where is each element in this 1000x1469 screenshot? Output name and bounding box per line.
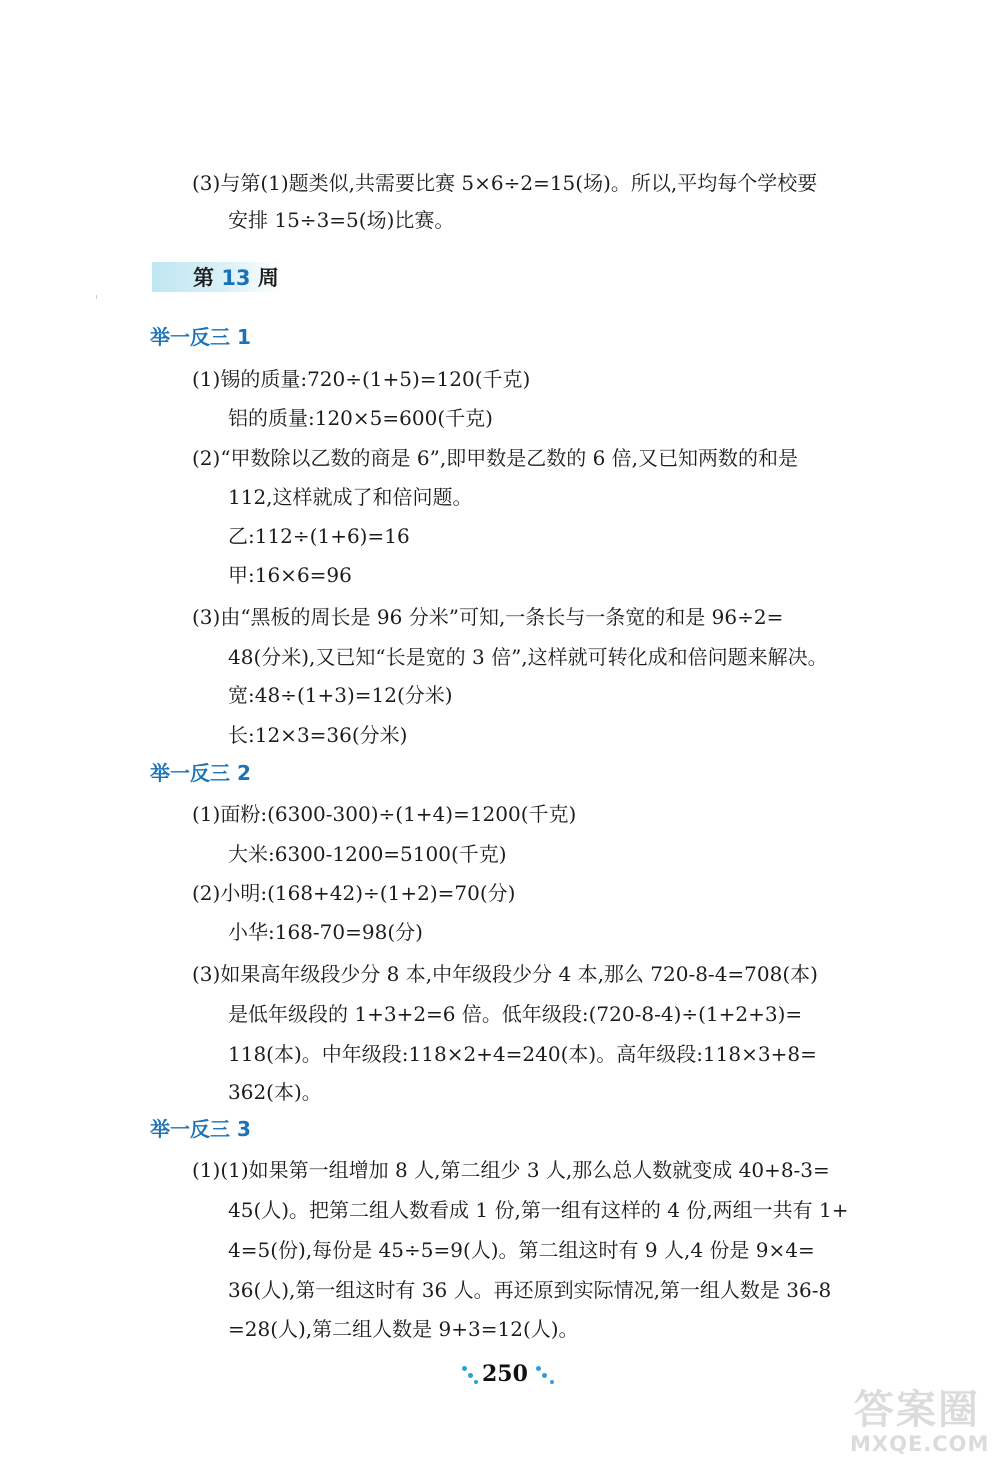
week-number: 13 [221,266,251,290]
s3-line: 36(人),第一组这时有 36 人。再还原到实际情况,第一组人数是 36-8 [228,1278,832,1302]
page-dot-left-1 [462,1366,467,1371]
week-prefix: 第 [193,266,214,290]
s2-line: 362(本)。 [228,1080,322,1104]
s1-line: (1)锡的质量:720÷(1+5)=120(千克) [192,367,531,391]
page-dot-left-3 [474,1380,478,1384]
s1-line: (2)“甲数除以乙数的商是 6”,即甲数是乙数的 6 倍,又已知两数的和是 [192,446,799,470]
s1-line: 乙:112÷(1+6)=16 [228,524,410,548]
s2-line: (1)面粉:(6300-300)÷(1+4)=1200(千克) [192,802,577,826]
s1-line: 长:12×3=36(分米) [228,723,408,747]
week-suffix: 周 [257,266,279,290]
page-dot-right-3 [550,1380,554,1384]
section-heading-1: 举一反三 1 [150,325,251,349]
page-number [460,1360,570,1390]
week-heading [193,264,279,292]
section-heading-2: 举一反三 2 [150,761,251,785]
s3-line: 4=5(份),每份是 45÷5=9(人)。第二组这时有 9 人,4 份是 9×4= [228,1238,815,1262]
page-dot-left-2 [468,1373,473,1378]
s3-line: 45(人)。把第二组人数看成 1 份,第一组有这样的 4 份,两组一共有 1+ [228,1198,849,1222]
watermark-bottom-text: MXQE.COM [850,1432,990,1456]
s2-line: (3)如果高年级段少分 8 本,中年级段少分 4 本,那么 720-8-4=708(本) [192,962,818,986]
watermark-logo [850,1378,995,1464]
s1-line: 112,这样就成了和倍问题。 [228,485,473,509]
s2-line: 小华:168-70=98(分) [228,920,423,944]
s2-line: 118(本)。中年级段:118×2+4=240(本)。高年级段:118×3+8= [228,1042,817,1066]
s2-line: 大米:6300-1200=5100(千克) [228,842,507,866]
s1-line: (3)由“黑板的周长是 96 分米”可知,一条长与一条宽的和是 96÷2= [192,605,784,629]
s3-line: (1)(1)如果第一组增加 8 人,第二组少 3 人,那么总人数就变成 40+8-3= [192,1158,830,1182]
prev-q3-line-1: (3)与第(1)题类似,共需要比赛 5×6÷2=15(场)。所以,平均每个学校要 [192,171,818,195]
s2-line: (2)小明:(168+42)÷(1+2)=70(分) [192,881,516,905]
s3-line: =28(人),第二组人数是 9+3=12(人)。 [228,1317,579,1341]
section-heading-3: 举一反三 3 [150,1117,251,1141]
s1-line: 48(分米),又已知“长是宽的 3 倍”,这样就可转化成和倍问题来解决。 [228,645,828,669]
s1-line: 铝的质量:120×5=600(千克) [228,406,493,430]
page-dot-right-1 [536,1366,541,1371]
s1-line: 宽:48÷(1+3)=12(分米) [228,683,453,707]
s1-line: 甲:16×6=96 [228,563,352,587]
margin-mark [96,295,97,299]
page-number-text: 250 [482,1361,528,1387]
page-dot-right-2 [542,1373,547,1378]
prev-q3-line-2: 安排 15÷3=5(场)比赛。 [228,208,455,232]
s2-line: 是低年级段的 1+3+2=6 倍。低年级段:(720-8-4)÷(1+2+3)= [228,1002,803,1026]
watermark-top-text: 答案圈 [854,1387,980,1433]
